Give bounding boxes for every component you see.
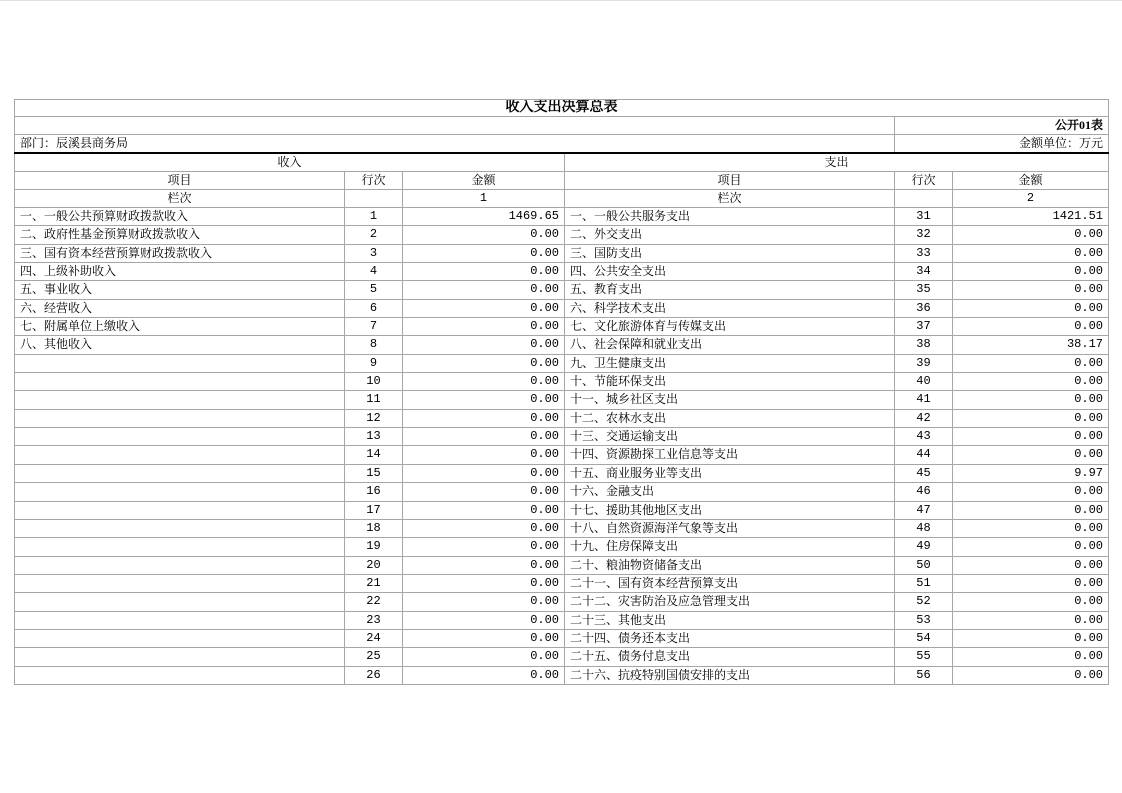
income-item-cell	[15, 483, 345, 501]
table-row	[15, 428, 1109, 446]
income-item-cell	[15, 648, 345, 666]
expense-item-cell: 二十三、其他支出	[565, 611, 895, 629]
expense-amount-header: 金额	[953, 172, 1109, 190]
income-line-cell: 21	[345, 574, 403, 592]
income-item-cell	[15, 574, 345, 592]
expense-amount-cell: 0.00	[953, 244, 1109, 262]
expense-item-cell: 十六、金融支出	[565, 483, 895, 501]
expense-line-cell: 44	[895, 446, 953, 464]
expense-amount-cell: 0.00	[953, 263, 1109, 281]
income-amount-cell: 0.00	[403, 519, 565, 537]
expense-amount-cell: 0.00	[953, 299, 1109, 317]
income-amount-cell: 0.00	[403, 666, 565, 684]
expense-line-header: 行次	[895, 172, 953, 190]
table-row	[15, 208, 1109, 226]
income-amount-cell: 0.00	[403, 428, 565, 446]
expense-item-cell: 二十四、债务还本支出	[565, 629, 895, 647]
income-amount-cell: 0.00	[403, 574, 565, 592]
income-amount-cell: 0.00	[403, 244, 565, 262]
expense-item-cell: 一、一般公共服务支出	[565, 208, 895, 226]
expense-item-cell: 九、卫生健康支出	[565, 354, 895, 372]
table-row	[15, 336, 1109, 354]
expense-amount-cell: 0.00	[953, 483, 1109, 501]
income-item-cell: 七、附属单位上缴收入	[15, 318, 345, 336]
income-line-cell: 18	[345, 519, 403, 537]
income-amount-cell: 0.00	[403, 263, 565, 281]
expense-line-cell: 34	[895, 263, 953, 281]
income-item-cell	[15, 428, 345, 446]
income-item-cell	[15, 501, 345, 519]
income-item-cell	[15, 556, 345, 574]
income-line-cell: 22	[345, 593, 403, 611]
income-line-cell: 24	[345, 629, 403, 647]
table-row	[15, 299, 1109, 317]
expense-line-cell: 51	[895, 574, 953, 592]
income-amount-cell: 0.00	[403, 648, 565, 666]
expense-item-header: 项目	[565, 172, 895, 190]
income-amount-cell: 0.00	[403, 336, 565, 354]
income-item-cell	[15, 446, 345, 464]
income-line-cell: 25	[345, 648, 403, 666]
expense-line-cell: 33	[895, 244, 953, 262]
table-row	[15, 226, 1109, 244]
page-title: 收入支出决算总表	[15, 100, 1109, 117]
income-line-cell: 9	[345, 354, 403, 372]
income-index-label: 栏次	[15, 190, 345, 208]
expense-item-cell: 四、公共安全支出	[565, 263, 895, 281]
expense-item-cell: 十八、自然资源海洋气象等支出	[565, 519, 895, 537]
expense-line-cell: 53	[895, 611, 953, 629]
expense-item-cell: 二十五、债务付息支出	[565, 648, 895, 666]
expense-amount-cell: 0.00	[953, 501, 1109, 519]
income-line-cell: 15	[345, 464, 403, 482]
expense-item-cell: 三、国防支出	[565, 244, 895, 262]
income-line-header: 行次	[345, 172, 403, 190]
income-amount-cell: 0.00	[403, 354, 565, 372]
expense-amount-cell: 38.17	[953, 336, 1109, 354]
expense-line-cell: 38	[895, 336, 953, 354]
table-row	[15, 666, 1109, 684]
income-amount-cell: 0.00	[403, 501, 565, 519]
expense-item-cell: 八、社会保障和就业支出	[565, 336, 895, 354]
income-column-index: 1	[403, 190, 565, 208]
income-line-cell: 17	[345, 501, 403, 519]
expense-amount-cell: 0.00	[953, 281, 1109, 299]
income-item-cell	[15, 409, 345, 427]
column-header-row	[15, 172, 1109, 190]
table-row	[15, 648, 1109, 666]
income-line-cell: 20	[345, 556, 403, 574]
expense-amount-cell: 1421.51	[953, 208, 1109, 226]
section-header-row	[15, 153, 1109, 172]
table-row	[15, 318, 1109, 336]
expense-amount-cell: 0.00	[953, 574, 1109, 592]
income-item-cell: 四、上级补助收入	[15, 263, 345, 281]
income-line-cell: 5	[345, 281, 403, 299]
form-label: 公开01表	[895, 117, 1109, 135]
table-row	[15, 464, 1109, 482]
income-line-cell: 6	[345, 299, 403, 317]
income-line-cell: 16	[345, 483, 403, 501]
table-row	[15, 611, 1109, 629]
table-row	[15, 574, 1109, 592]
income-item-cell: 二、政府性基金预算财政拨款收入	[15, 226, 345, 244]
expense-amount-cell: 0.00	[953, 428, 1109, 446]
expense-amount-cell: 0.00	[953, 318, 1109, 336]
income-line-cell: 8	[345, 336, 403, 354]
expense-amount-cell: 0.00	[953, 538, 1109, 556]
income-item-cell: 六、经营收入	[15, 299, 345, 317]
income-line-cell: 26	[345, 666, 403, 684]
table-row	[15, 556, 1109, 574]
table-row	[15, 483, 1109, 501]
expense-amount-cell: 9.97	[953, 464, 1109, 482]
income-line-cell: 4	[345, 263, 403, 281]
expense-item-cell: 十七、援助其他地区支出	[565, 501, 895, 519]
expense-line-cell: 46	[895, 483, 953, 501]
income-item-cell	[15, 373, 345, 391]
income-line-cell: 7	[345, 318, 403, 336]
expense-amount-cell: 0.00	[953, 354, 1109, 372]
table-row	[15, 446, 1109, 464]
final-accounts-table	[14, 99, 1109, 685]
form-label-row	[15, 117, 1109, 135]
expense-line-cell: 42	[895, 409, 953, 427]
income-item-header: 项目	[15, 172, 345, 190]
table-row	[15, 538, 1109, 556]
expense-line-cell: 41	[895, 391, 953, 409]
expense-line-cell: 49	[895, 538, 953, 556]
expense-item-cell: 七、文化旅游体育与传媒支出	[565, 318, 895, 336]
expense-line-cell: 39	[895, 354, 953, 372]
expense-amount-cell: 0.00	[953, 373, 1109, 391]
income-line-cell: 14	[345, 446, 403, 464]
income-amount-cell: 0.00	[403, 538, 565, 556]
income-item-cell	[15, 611, 345, 629]
income-amount-cell: 0.00	[403, 299, 565, 317]
income-amount-cell: 1469.65	[403, 208, 565, 226]
expense-line-cell: 56	[895, 666, 953, 684]
income-amount-cell: 0.00	[403, 391, 565, 409]
income-item-cell	[15, 391, 345, 409]
expense-line-cell: 43	[895, 428, 953, 446]
page-top-edge	[0, 0, 1122, 1]
income-amount-cell: 0.00	[403, 593, 565, 611]
table-row	[15, 391, 1109, 409]
expense-item-cell: 二、外交支出	[565, 226, 895, 244]
expense-amount-cell: 0.00	[953, 648, 1109, 666]
income-line-cell: 19	[345, 538, 403, 556]
income-item-cell	[15, 593, 345, 611]
income-amount-cell: 0.00	[403, 611, 565, 629]
table-row	[15, 629, 1109, 647]
expense-amount-cell: 0.00	[953, 629, 1109, 647]
expense-item-cell: 十四、资源勘探工业信息等支出	[565, 446, 895, 464]
income-amount-header: 金额	[403, 172, 565, 190]
table-row	[15, 519, 1109, 537]
expense-line-cell: 36	[895, 299, 953, 317]
expense-item-cell: 六、科学技术支出	[565, 299, 895, 317]
expense-line-cell: 54	[895, 629, 953, 647]
income-line-cell: 10	[345, 373, 403, 391]
expense-line-cell: 31	[895, 208, 953, 226]
expense-item-cell: 二十二、灾害防治及应急管理支出	[565, 593, 895, 611]
expense-index-label: 栏次	[565, 190, 895, 208]
income-amount-cell: 0.00	[403, 629, 565, 647]
table-row	[15, 354, 1109, 372]
income-line-cell: 3	[345, 244, 403, 262]
expense-line-cell: 32	[895, 226, 953, 244]
expense-line-cell: 50	[895, 556, 953, 574]
expense-amount-cell: 0.00	[953, 593, 1109, 611]
income-amount-cell: 0.00	[403, 318, 565, 336]
income-item-cell: 三、国有资本经营预算财政拨款收入	[15, 244, 345, 262]
income-line-cell: 13	[345, 428, 403, 446]
income-item-cell	[15, 538, 345, 556]
income-line-cell: 23	[345, 611, 403, 629]
expense-index-line-blank	[895, 190, 953, 208]
department-label: 部门：辰溪县商务局	[15, 135, 895, 154]
income-item-cell	[15, 464, 345, 482]
table-row	[15, 373, 1109, 391]
expense-line-cell: 37	[895, 318, 953, 336]
income-line-cell: 2	[345, 226, 403, 244]
income-amount-cell: 0.00	[403, 483, 565, 501]
expense-item-cell: 十、节能环保支出	[565, 373, 895, 391]
table-row	[15, 593, 1109, 611]
expense-item-cell: 二十一、国有资本经营预算支出	[565, 574, 895, 592]
expense-item-cell: 十九、住房保障支出	[565, 538, 895, 556]
income-item-cell	[15, 666, 345, 684]
expense-item-cell: 十二、农林水支出	[565, 409, 895, 427]
expense-line-cell: 52	[895, 593, 953, 611]
income-item-cell	[15, 519, 345, 537]
income-amount-cell: 0.00	[403, 446, 565, 464]
expense-amount-cell: 0.00	[953, 226, 1109, 244]
table-row	[15, 281, 1109, 299]
expense-amount-cell: 0.00	[953, 519, 1109, 537]
expense-amount-cell: 0.00	[953, 391, 1109, 409]
table-row	[15, 263, 1109, 281]
expense-line-cell: 35	[895, 281, 953, 299]
table-row	[15, 244, 1109, 262]
expense-item-cell: 五、教育支出	[565, 281, 895, 299]
expense-item-cell: 十三、交通运输支出	[565, 428, 895, 446]
income-amount-cell: 0.00	[403, 409, 565, 427]
column-index-row	[15, 190, 1109, 208]
income-line-cell: 11	[345, 391, 403, 409]
income-index-line-blank	[345, 190, 403, 208]
income-line-cell: 12	[345, 409, 403, 427]
expense-amount-cell: 0.00	[953, 446, 1109, 464]
income-amount-cell: 0.00	[403, 373, 565, 391]
income-amount-cell: 0.00	[403, 464, 565, 482]
expense-line-cell: 40	[895, 373, 953, 391]
income-section-header: 收入	[15, 153, 565, 172]
table-row	[15, 409, 1109, 427]
income-line-cell: 1	[345, 208, 403, 226]
expense-section-header: 支出	[565, 153, 1109, 172]
table-row	[15, 501, 1109, 519]
income-amount-cell: 0.00	[403, 556, 565, 574]
income-amount-cell: 0.00	[403, 281, 565, 299]
income-item-cell	[15, 354, 345, 372]
expense-amount-cell: 0.00	[953, 556, 1109, 574]
income-item-cell	[15, 629, 345, 647]
form-label-spacer	[15, 117, 895, 135]
expense-line-cell: 47	[895, 501, 953, 519]
expense-line-cell: 55	[895, 648, 953, 666]
unit-label: 金额单位：万元	[895, 135, 1109, 154]
expense-item-cell: 十五、商业服务业等支出	[565, 464, 895, 482]
income-item-cell: 五、事业收入	[15, 281, 345, 299]
expense-item-cell: 十一、城乡社区支出	[565, 391, 895, 409]
expense-amount-cell: 0.00	[953, 611, 1109, 629]
expense-line-cell: 48	[895, 519, 953, 537]
expense-item-cell: 二十、粮油物资储备支出	[565, 556, 895, 574]
department-row	[15, 135, 1109, 154]
title-row	[15, 100, 1109, 117]
expense-amount-cell: 0.00	[953, 666, 1109, 684]
expense-item-cell: 二十六、抗疫特别国债安排的支出	[565, 666, 895, 684]
expense-line-cell: 45	[895, 464, 953, 482]
expense-column-index: 2	[953, 190, 1109, 208]
income-item-cell: 八、其他收入	[15, 336, 345, 354]
income-item-cell: 一、一般公共预算财政拨款收入	[15, 208, 345, 226]
expense-amount-cell: 0.00	[953, 409, 1109, 427]
income-amount-cell: 0.00	[403, 226, 565, 244]
